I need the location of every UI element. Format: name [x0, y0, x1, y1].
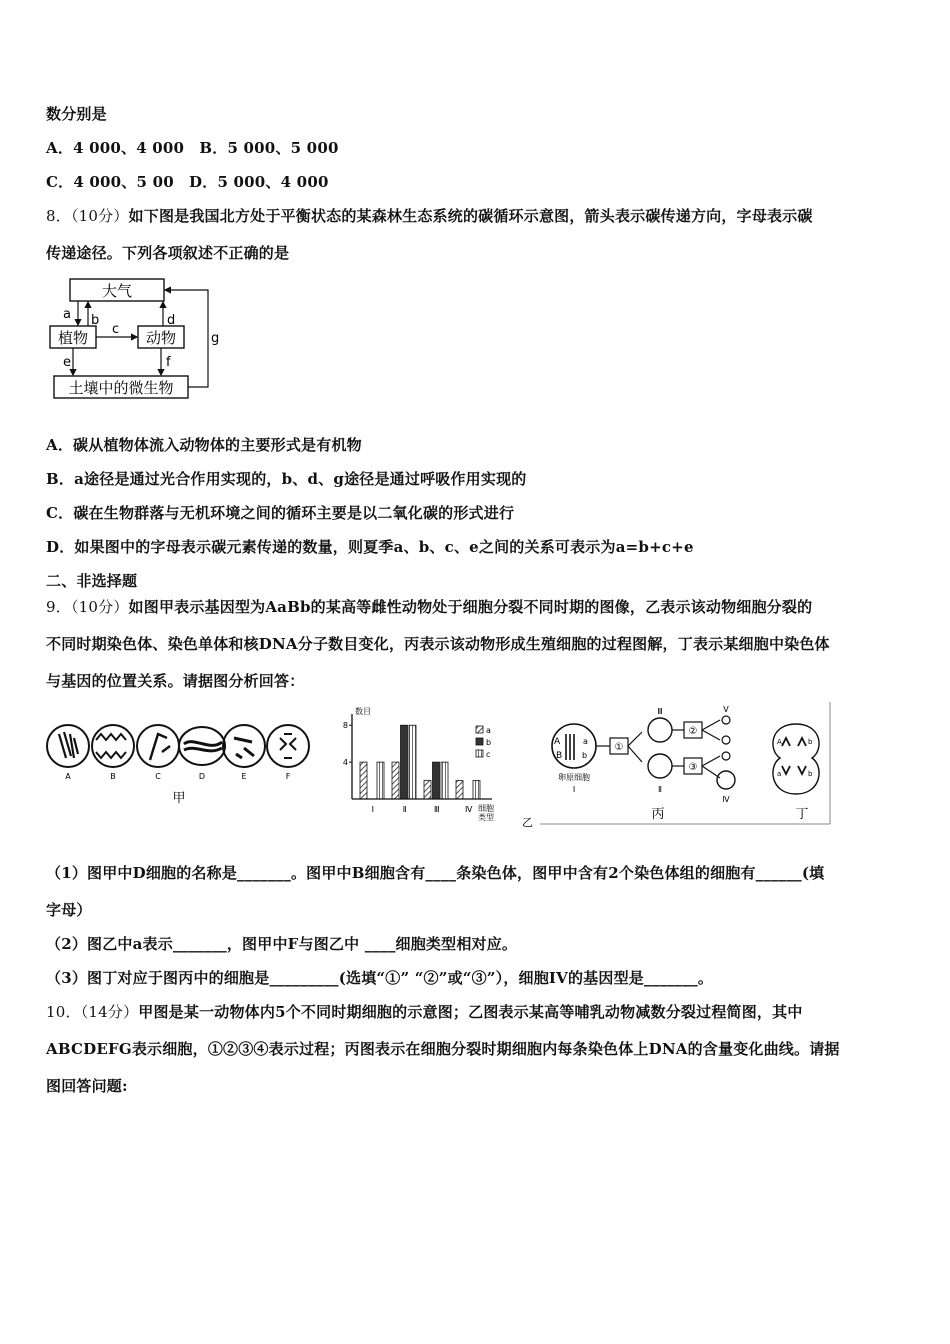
animal-label: 动物 — [145, 329, 177, 347]
yi-ytick-8: 8 — [342, 721, 348, 731]
q8-stem-line2: 传递途径。下列各项叙述不正确的是 — [46, 244, 290, 262]
cell-label-f: F — [285, 772, 291, 781]
bar-a-1 — [360, 762, 367, 799]
q9-sub2: （2）图乙中a表示_______，图甲中F与图乙中 ____细胞类型相对应。 — [46, 935, 518, 953]
q9-sub1-line1: （1）图甲中D细胞的名称是_______。图甲中B细胞含有____条染色体，图甲中含有2个染色体组的细胞有______(填 — [46, 864, 825, 882]
bar-b-3 — [433, 762, 440, 799]
q9-sub1-line2: 字母） — [46, 901, 92, 919]
fig-yi-chart — [336, 704, 536, 828]
cell-a — [47, 725, 89, 767]
bar-c-4 — [473, 781, 480, 799]
soil-microbes-label: 土壤中的微生物 — [68, 379, 174, 397]
plant-label: 植物 — [57, 329, 89, 347]
bar-a-2 — [392, 762, 399, 799]
svg-text:a: a — [777, 770, 782, 778]
fig-jia — [44, 718, 312, 810]
fig-ding-caption: 丁 — [795, 807, 809, 822]
bing-label-III: Ⅲ — [657, 707, 663, 716]
q9-stem-text: 如图甲表示基因型为AaBb的某高等雌性动物处于细胞分裂不同时期的图像，乙表示该动物细胞分裂的 — [128, 598, 813, 616]
q10-stem-line2: ABCDEFG表示细胞，①②③④表示过程；丙图表示在细胞分裂时期细胞内每条染色体上DNA的含量变化曲线。请据 — [46, 1040, 840, 1058]
label-b: b — [91, 313, 100, 328]
svg-text:b: b — [582, 751, 588, 760]
yi-xlabel-line2: 类型 — [478, 813, 494, 822]
q8-number: 8． — [46, 207, 71, 225]
yi-legend-a: a — [486, 726, 491, 735]
yi-legend-c: c — [486, 750, 491, 759]
bar-a-4 — [456, 781, 463, 799]
q9-stem-line2: 不同时期染色体、染色单体和核DNA分子数目变化，丙表示该动物形成生殖细胞的过程图解，丁表示某细胞中染色体 — [46, 635, 830, 653]
q8-stem-text: 如下图是我国北方处于平衡状态的某森林生态系统的碳循环示意图，箭头表示碳传递方向，字母表示碳 — [128, 207, 813, 225]
q7-options-row1: A．4 000、4 000 B．5 000、5 000 — [46, 139, 339, 157]
fig-yi-caption: 乙 — [522, 816, 533, 828]
yi-xtick: Ⅰ — [371, 805, 374, 814]
bing-label-I: Ⅰ — [572, 785, 576, 794]
atmosphere-label: 大气 — [101, 282, 133, 300]
bar-a-3 — [424, 781, 431, 799]
bing-label-c2: ② — [688, 726, 698, 737]
label-f: f — [166, 355, 171, 370]
fig-ding — [773, 724, 819, 822]
label-c: c — [112, 322, 120, 337]
bing-cell-III — [648, 718, 672, 742]
svg-text:A: A — [777, 738, 782, 746]
q10-stem-line1 — [46, 1001, 803, 1022]
yi-bars — [349, 725, 480, 799]
cell-label-b: B — [110, 772, 116, 781]
fig-bing-caption: 丙 — [651, 807, 665, 822]
bing-cell-II — [648, 754, 672, 778]
label-g: g — [211, 331, 220, 346]
q9-sub3: （3）图丁对应于图丙中的细胞是_________(选填“①” “②”或“③”），细胞IV的基因型是_______。 — [46, 969, 714, 987]
q9-stem-line3: 与基因的位置关系。请据图分析回答： — [46, 672, 305, 690]
cell-label-d: D — [198, 772, 206, 781]
svg-text:a: a — [583, 737, 588, 746]
yi-xtick: Ⅳ — [465, 805, 473, 814]
bar-c-1 — [377, 762, 384, 799]
fig-bing — [552, 705, 735, 822]
bing-cell-IV — [717, 771, 735, 789]
cell-e — [223, 725, 265, 767]
bing-label-IV: Ⅳ — [722, 795, 730, 804]
q7-stem-tail: 数分别是 — [46, 105, 107, 123]
bing-label-II: Ⅱ — [658, 785, 662, 794]
bing-label-V: Ⅴ — [723, 705, 729, 714]
svg-text:B: B — [556, 751, 563, 761]
yi-legend-b: b — [486, 738, 492, 747]
q8-option-a: A．碳从植物体流入动物体的主要形式是有机物 — [46, 436, 362, 454]
yi-xticks — [372, 805, 473, 814]
bing-label-c3: ③ — [688, 762, 698, 773]
q10-stem-text: 甲图是某一动物体内5个不同时期细胞的示意图；乙图表示某高等哺乳动物减数分裂过程简图，其中 — [138, 1003, 803, 1021]
cell-b — [92, 725, 134, 767]
q7-options-row2: C．4 000、5 00 D．5 000、4 000 — [46, 173, 329, 191]
svg-text:b: b — [808, 770, 813, 778]
carbon-cycle-diagram — [46, 276, 226, 404]
q10-stem-line3: 图回答问题: — [46, 1077, 128, 1095]
q8-score: （10分） — [70, 207, 129, 225]
q10-number: 10． — [46, 1003, 81, 1021]
label-a: a — [63, 307, 71, 322]
bar-c-2 — [409, 725, 416, 799]
section2-title: 二、非选择题 — [46, 572, 138, 590]
bar-c-3 — [441, 762, 448, 799]
cell-d — [179, 727, 225, 765]
yi-xtick: Ⅲ — [433, 805, 440, 814]
q9-score: （10分） — [70, 598, 129, 616]
yi-xtick: Ⅱ — [402, 805, 407, 814]
cell-label-e: E — [241, 772, 247, 781]
cell-c — [137, 725, 179, 767]
svg-text:A: A — [554, 737, 561, 747]
svg-text:b: b — [808, 738, 813, 746]
q8-option-b: B．a途径是通过光合作用实现的，b、d、g途径是通过呼吸作用实现的 — [46, 470, 527, 488]
q8-stem-line1 — [46, 205, 813, 226]
q8-option-d: D．如果图中的字母表示碳元素传递的数量，则夏季a、b、c、e之间的关系可表示为a=b+c+e — [46, 538, 694, 556]
q10-score: （14分） — [80, 1003, 139, 1021]
label-d: d — [167, 313, 176, 328]
bing-label-c1: ① — [614, 742, 624, 753]
yi-ylabel: 数目 — [355, 707, 371, 716]
cell-f — [267, 725, 309, 767]
yi-legend — [476, 726, 491, 759]
bing-origin-label: 卵原细胞 — [558, 773, 590, 782]
cell-label-c: C — [155, 772, 161, 781]
yi-xlabel-line1: 细胞 — [478, 804, 494, 813]
yi-ytick-4: 4 — [342, 758, 348, 768]
q8-option-c: C．碳在生物群落与无机环境之间的循环主要是以二氧化碳的形式进行 — [46, 504, 515, 522]
label-e: e — [63, 355, 71, 370]
q9-number: 9． — [46, 598, 71, 616]
bar-b-2 — [401, 725, 408, 799]
q9-stem-line1 — [46, 596, 812, 617]
fig-bing-ding — [540, 700, 832, 830]
cell-label-a: A — [65, 772, 71, 781]
fig-jia-caption: 甲 — [172, 791, 186, 806]
